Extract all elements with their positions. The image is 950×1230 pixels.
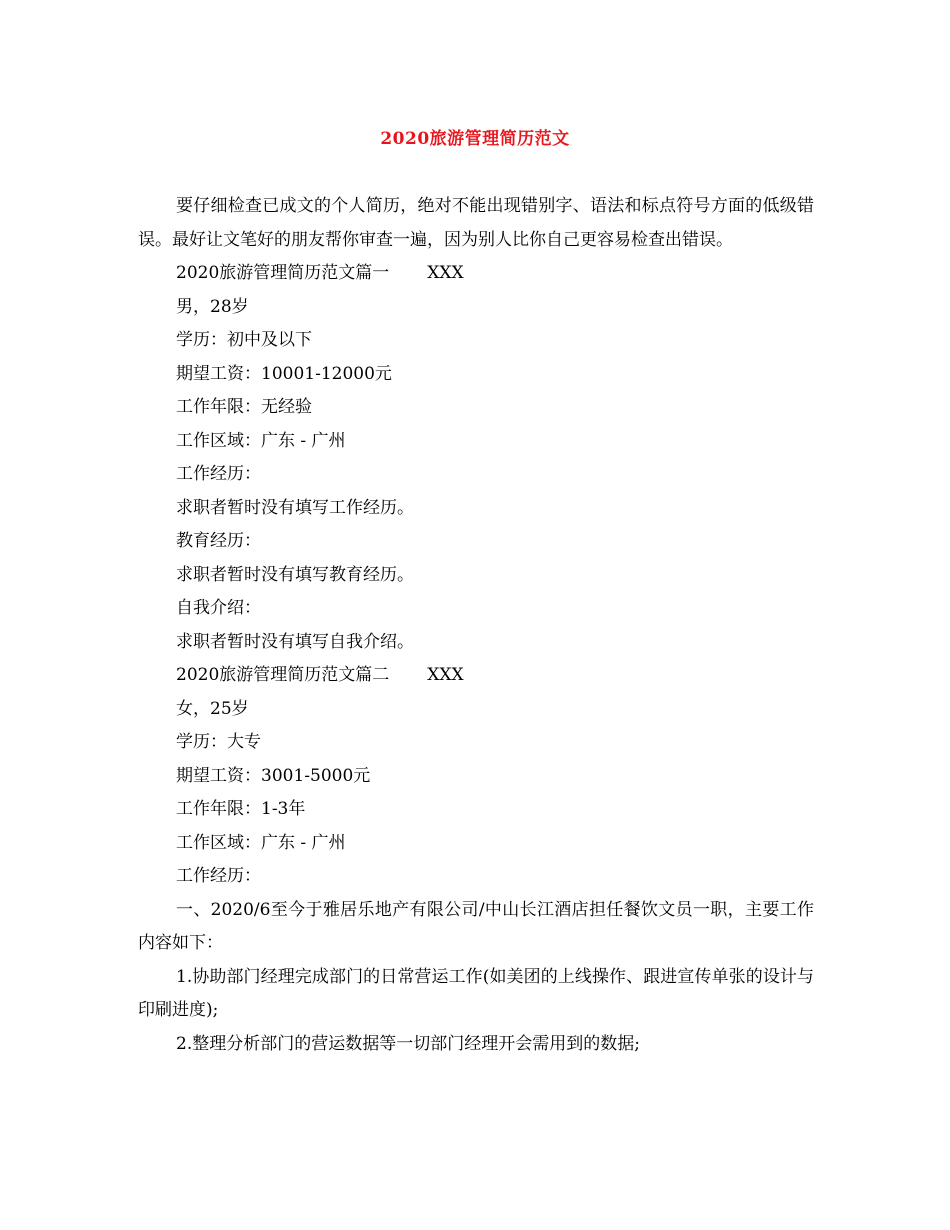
resume1-edu-text: 求职者暂时没有填写教育经历。 bbox=[176, 564, 414, 585]
resume1-heading: 2020旅游管理简历范文篇一 bbox=[176, 263, 390, 283]
resume2-duty1: 1.协助部门经理完成部门的日常营运工作(如美团的上线操作、跟进宣传单张的设计与印刷进度); bbox=[138, 966, 814, 1020]
resume2-work-label: 工作经历： bbox=[176, 866, 261, 886]
resume2-region: 工作区域：广东 - 广州 bbox=[176, 832, 346, 853]
resume2-salary: 期望工资：3001-5000元 bbox=[176, 765, 371, 786]
resume1-heading-line bbox=[138, 257, 814, 291]
resume2-duty2: 2.整理分析部门的营运数据等一切部门经理开会需用到的数据; bbox=[176, 1033, 640, 1054]
document-body bbox=[138, 190, 814, 1061]
document-title: 2020旅游管理简历范文 bbox=[380, 129, 570, 149]
resume1-work-label: 工作经历： bbox=[176, 464, 261, 484]
resume2-work-item1: 一、2020/6至今于雅居乐地产有限公司/中山长江酒店担任餐饮文员一职，主要工作内容如下： bbox=[138, 899, 814, 953]
intro-paragraph: 要仔细检查已成文的个人简历，绝对不能出现错别字、语法和标点符号方面的低级错误。最好让文笔好的朋友帮你审查一遍，因为别人比你自己更容易检查出错误。 bbox=[138, 196, 814, 250]
resume2-name: XXX bbox=[427, 665, 464, 685]
resume1-intro-text: 求职者暂时没有填写自我介绍。 bbox=[176, 631, 414, 652]
resume1-edu-label: 教育经历： bbox=[176, 531, 261, 551]
resume1-region: 工作区域：广东 - 广州 bbox=[176, 430, 346, 451]
resume2-heading: 2020旅游管理简历范文篇二 bbox=[176, 665, 390, 685]
resume1-gender-age: 男，28岁 bbox=[176, 296, 249, 317]
resume1-years: 工作年限：无经验 bbox=[176, 397, 312, 417]
resume2-heading-line bbox=[138, 659, 814, 693]
resume1-work-text: 求职者暂时没有填写工作经历。 bbox=[176, 497, 414, 518]
resume2-education: 学历：大专 bbox=[176, 732, 261, 752]
resume1-education: 学历：初中及以下 bbox=[176, 330, 312, 350]
resume1-intro-label: 自我介绍： bbox=[176, 598, 261, 618]
resume2-years: 工作年限：1-3年 bbox=[176, 799, 306, 819]
resume2-gender-age: 女，25岁 bbox=[176, 698, 249, 719]
resume1-name: XXX bbox=[427, 263, 464, 283]
resume1-salary: 期望工资：10001-12000元 bbox=[176, 363, 392, 384]
